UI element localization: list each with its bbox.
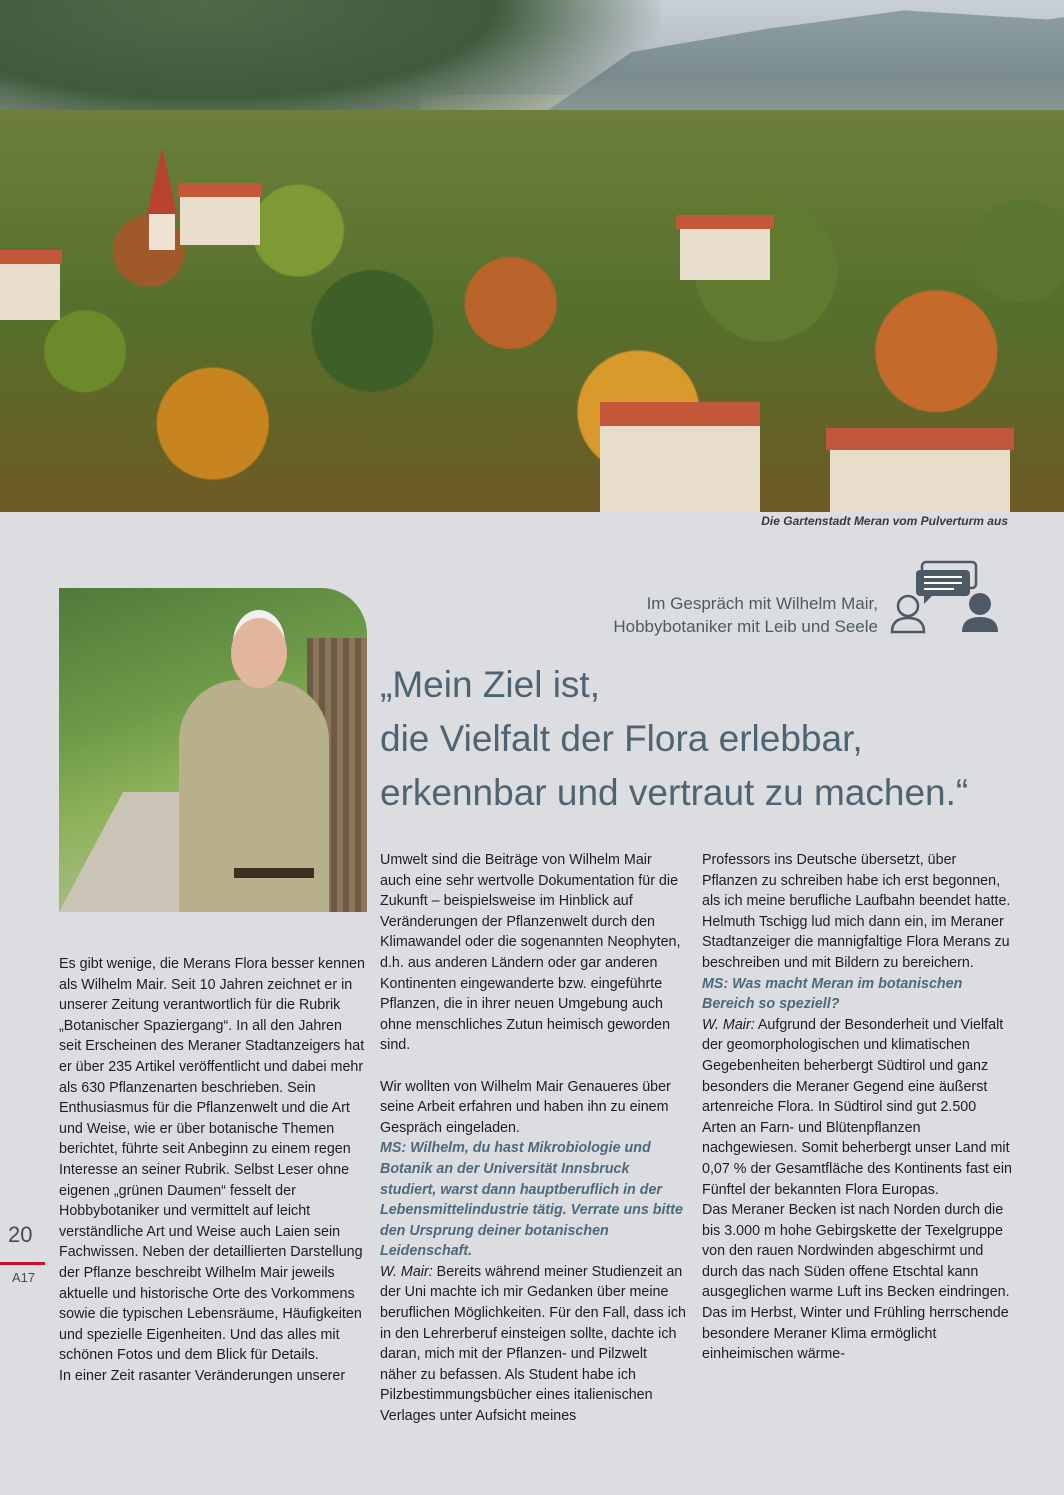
paragraph-environment: Umwelt sind die Beiträge von Wilhelm Mair auch eine sehr wertvolle Dokumentation für die Zukunft – beispielsweise im Hinblick auf Veränderungen der Pflanzenwelt durch den Klimawandel oder die sogenannten Neophyten, d.h. aus anderen Ländern oder gar anderen Kontinenten eingewanderte bzw. eingeführte Pflanzen, die in ihrer neuen Umgebung auch ohne menschliches Zutun heimisch geworden sind.	[380, 852, 681, 1054]
interview-line-2: Hobbybotaniker mit Leib und Seele	[613, 617, 878, 636]
issue-code: A17	[12, 1270, 36, 1285]
paragraph-meran-basin: Das Meraner Becken ist nach Norden durch die bis 3.000 m hohe Gebirgskette der Texelgruppe von den rauen Nordwinden abgeschirmt und durch das nach Süden offene Etschtal kann ausgeglichen warme Luft ins Becken eindringen. Das im Herbst, Winter und Frühling herrschende besondere Meraner Klima ermöglicht einheimischen wärme-	[702, 1202, 1010, 1363]
interview-line-1: Im Gespräch mit Wilhelm Mair,	[646, 594, 878, 613]
speaker-label: W. Mair:	[702, 1016, 755, 1033]
interview-answer-1	[380, 1262, 686, 1427]
interview-question-1: MS: Wilhelm, du hast Mikrobiologie und Botanik an der Universität Innsbruck studiert, warst dann hauptberuflich in der Lebensmittelindustrie tätig. Verrate uns bitte den Ursprung deiner botanischen Leidenschaft.	[380, 1140, 683, 1260]
intro-paragraph: Es gibt wenige, die Merans Flora besser kennen als Wilhelm Mair. Seit 10 Jahren zeichnet er in unserer Zeitung verantwortlich für die Rubrik „Botanischer Spaziergang“. In all den Jahren seit Erscheinen des Meraner Stadtanzeigers hat er über 235 Artikel veröffentlicht und dabei mehr als 630 Pflanzenarten beschrieben. Sein Enthusiasmus für die Pflanzenwelt und die Art und Weise, wie er über botanische Themen berichtet, führte seit Anbeginn zu einem regen Interesse an seiner Rubrik. Selbst Leser ohne eigenen „grünen Daumen“ fesselt der Hobbybotaniker und vermittelt auf leicht verständliche Art und Weise auch Laien sein Fachwissen. Neben der detaillierten Darstellung der Pflanze beschreibt Wilhelm Mair jeweils aktuelle und historische Orte des Vorkommens sowie die typischen Lebensräume, Häufigkeiten und spezielle Eigenheiten. Und das alles mit schönen Fotos und dem Blick für Details.	[59, 956, 365, 1364]
speaker-label: W. Mair:	[380, 1263, 433, 1280]
photo-caption: Die Gartenstadt Meran vom Pulverturm aus	[761, 514, 1008, 528]
text-column-2	[380, 850, 686, 1427]
paragraph-invitation: Wir wollten von Wilhelm Mair Genaueres über seine Arbeit erfahren und haben ihn zu einem Gespräch eingeladen.	[380, 1078, 671, 1136]
quote-line-2: die Vielfalt der Flora erlebbar,	[380, 718, 863, 759]
interview-header	[613, 592, 878, 638]
quote-line-3: erkennbar und vertraut zu machen.“	[380, 772, 969, 813]
pull-quote	[380, 658, 1020, 820]
answer-text: Aufgrund der Besonderheit und Vielfalt der geomorphologischen und klimatischen Gegebenheiten beherbergt Südtirol und ganz besonders die Meraner Gegend eine äußerst artenreiche Flora. In Südtirol sind gut 2.500 Arten an Farn- und Blütenpflanzen nachgewiesen. Somit beherbergt unser Land mit 0,07 % der Gesamtfläche des Kontinents fast ein Fünftel der bekannten Flora Europas.	[702, 1016, 1012, 1198]
text-column-1	[59, 954, 365, 1386]
text-column-3	[702, 850, 1012, 1365]
page-number: 20	[8, 1222, 33, 1247]
interview-chat-icon	[888, 560, 1000, 636]
interview-answer-2	[702, 1015, 1012, 1200]
interview-answer-1-continued: Professors ins Deutsche übersetzt, über Pflanzen zu schreiben habe ich erst begonnen, als ich meine berufliche Laufbahn beendet hatte. Helmuth Tschigg lud mich dann ein, im Meraner Stadtanzeiger die mannigfaltige Flora Merans zu beschreiben und mit Bildern zu bereichern.	[702, 852, 1011, 971]
intro-continuation: In einer Zeit rasanter Veränderungen unserer	[59, 1367, 346, 1384]
quote-line-1: „Mein Ziel ist,	[380, 664, 600, 705]
hero-photo-meran	[0, 0, 1064, 512]
interview-question-2: MS: Was macht Meran im botanischen Bereich so speziell?	[702, 975, 963, 1013]
page-accent-bar	[0, 1262, 45, 1265]
answer-text: Bereits während meiner Studienzeit an der Uni machte ich mir Gedanken über meine beruflichen Möglichkeiten. Für den Fall, dass ich in den Lehrerberuf einsteigen sollte, dachte ich daran, mich mit der Pflanzen- und Pilzwelt näher zu befassen. Als Student habe ich Pilzbestimmungsbücher eines italienischen Verlages unter Aufsicht meines	[380, 1263, 686, 1425]
portrait-photo-wilhelm-mair	[59, 588, 367, 912]
